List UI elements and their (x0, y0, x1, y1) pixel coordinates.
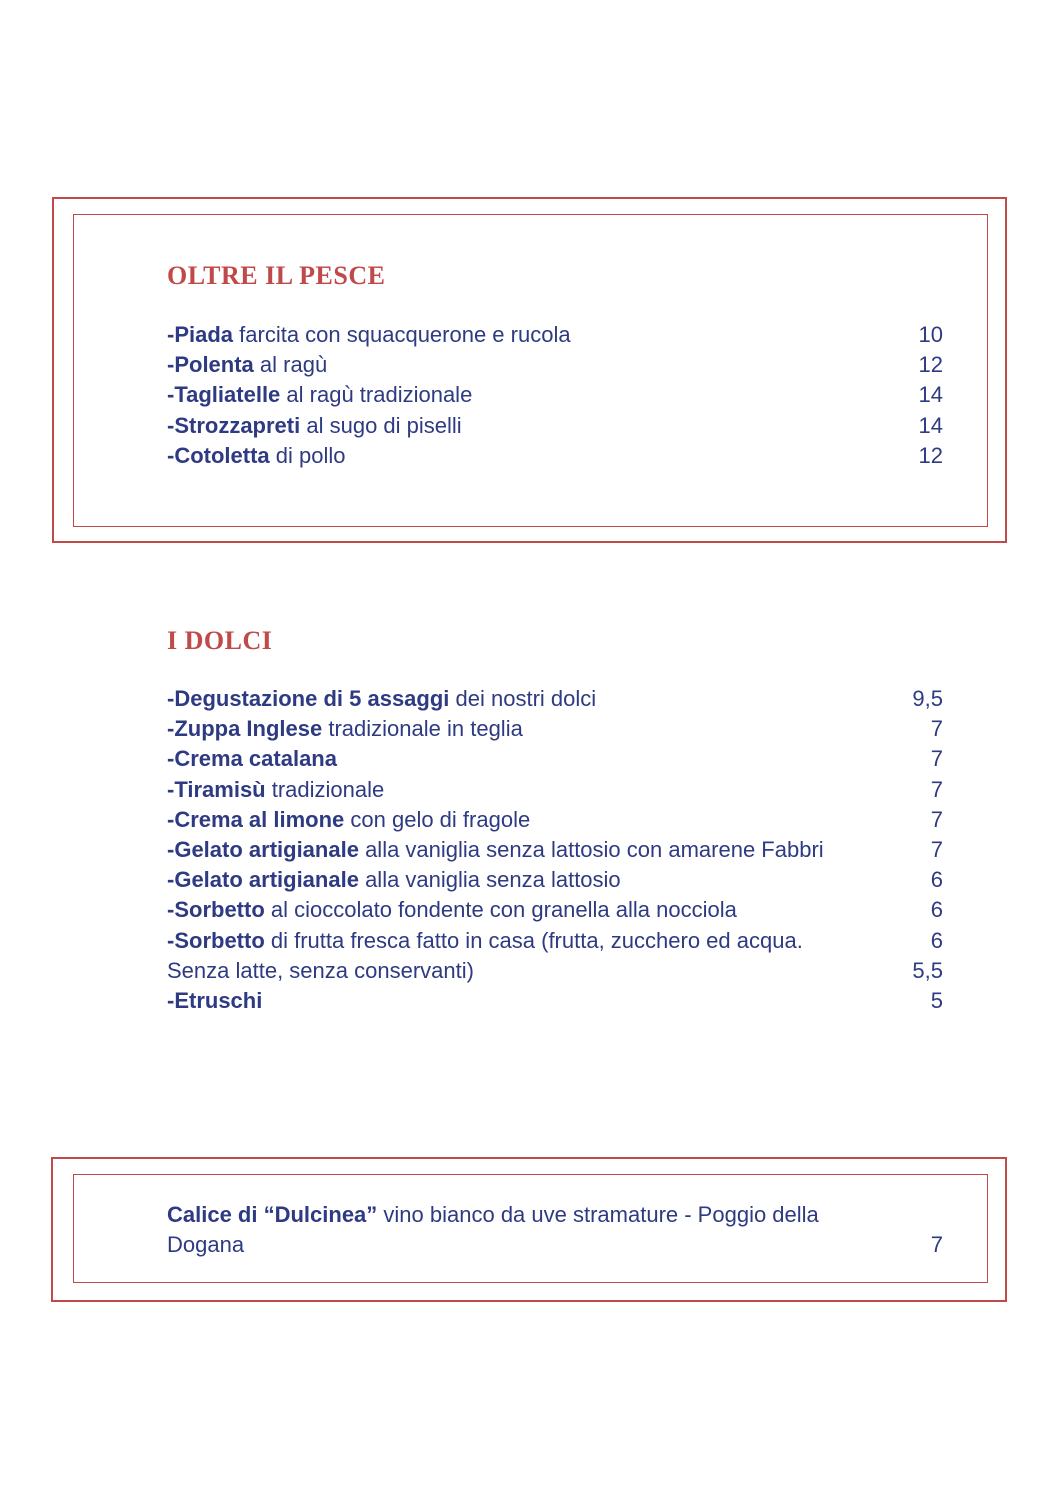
menu-list-vino (167, 1200, 943, 1260)
menu-item (167, 380, 943, 410)
menu-list-dolci (167, 684, 943, 1016)
item-name: -Crema al limone (167, 806, 345, 832)
menu-list-oltre-il-pesce (167, 320, 943, 471)
item-description: Senza latte, senza conservanti) (167, 957, 474, 983)
item-text (167, 1200, 857, 1260)
item-text (167, 986, 887, 1016)
item-price: 5,5 (912, 957, 943, 983)
item-name: -Gelato artigianale (167, 867, 359, 893)
item-description: al cioccolato fondente con granella alla nocciola (264, 897, 737, 923)
menu-item (167, 865, 943, 895)
section-title-oltre-il-pesce: OLTRE IL PESCE (167, 261, 386, 290)
item-text (167, 441, 887, 471)
item-text (167, 684, 887, 714)
item-text (167, 926, 907, 956)
item-text (167, 956, 887, 986)
item-price: 6 (930, 897, 943, 923)
item-name: -Sorbetto (167, 927, 265, 953)
item-description: alla vaniglia senza lattosio con amarene Fabbri (358, 837, 824, 863)
menu-item (167, 320, 943, 350)
item-name: -Polenta (167, 352, 254, 378)
menu-item (167, 350, 943, 380)
menu-item (167, 926, 943, 956)
item-name: -Sorbetto (167, 897, 265, 923)
item-text (167, 835, 847, 865)
menu-item (167, 684, 943, 714)
menu-item (167, 744, 943, 774)
item-price: 10 (918, 322, 943, 347)
item-name: -Degustazione di 5 assaggi (167, 686, 450, 711)
item-text (167, 320, 887, 350)
menu-item (167, 986, 943, 1016)
item-price: 9,5 (912, 686, 943, 711)
item-description: farcita con squacquerone e rucola (233, 322, 571, 347)
menu-item (167, 835, 943, 865)
menu-item (167, 956, 943, 986)
item-name: Calice di “Dulcinea” (167, 1202, 378, 1227)
menu-item (167, 895, 943, 925)
item-name: -Cotoletta (167, 442, 270, 468)
item-description: al ragù tradizionale (280, 382, 473, 408)
item-name: -Gelato artigianale (167, 837, 359, 863)
item-text (167, 744, 887, 774)
item-price: 12 (918, 352, 943, 378)
item-price: 7 (930, 806, 943, 832)
menu-item (167, 714, 943, 744)
item-text (167, 805, 887, 835)
item-name: -Zuppa Inglese (167, 716, 323, 742)
item-price: 12 (918, 442, 943, 468)
item-description: alla vaniglia senza lattosio (358, 867, 621, 893)
item-text (167, 411, 887, 441)
item-price: 6 (930, 927, 943, 953)
menu-item (167, 441, 943, 471)
item-price: 7 (930, 776, 943, 802)
item-description: al sugo di piselli (300, 412, 462, 438)
item-name: -Piada (167, 322, 234, 347)
menu-item (167, 1200, 943, 1260)
item-description: tradizionale (265, 776, 385, 802)
item-text (167, 895, 887, 925)
item-name: -Tagliatelle (167, 382, 281, 408)
menu-item (167, 775, 943, 805)
item-price: 7 (930, 837, 943, 863)
item-price: 6 (930, 867, 943, 893)
item-description: con gelo di fragole (344, 806, 531, 832)
item-price: 7 (930, 746, 943, 772)
item-description: tradizionale in teglia (322, 716, 523, 742)
item-text (167, 350, 887, 380)
item-name: -Strozzapreti (167, 412, 301, 438)
item-description: dei nostri dolci (449, 686, 597, 711)
item-price: 14 (918, 382, 943, 408)
item-text (167, 865, 887, 895)
item-name: -Etruschi (167, 988, 263, 1014)
item-text (167, 775, 887, 805)
item-description: al ragù (253, 352, 328, 378)
menu-item (167, 805, 943, 835)
item-name: -Crema catalana (167, 746, 337, 772)
item-price: 7 (930, 716, 943, 742)
item-name: -Tiramisù (167, 776, 266, 802)
item-description: di frutta fresca fatto in casa (frutta, zucchero ed acqua. (264, 927, 803, 953)
item-text (167, 380, 887, 410)
section-title-dolci: I DOLCI (167, 626, 273, 655)
item-price: 14 (918, 412, 943, 438)
menu-item (167, 411, 943, 441)
item-text (167, 714, 887, 744)
item-description: vino bianco da uve stramature - Poggio della Dogana (167, 1202, 819, 1258)
item-description: di pollo (269, 442, 346, 468)
item-price: 5 (930, 988, 943, 1014)
item-price: 7 (930, 1232, 943, 1258)
